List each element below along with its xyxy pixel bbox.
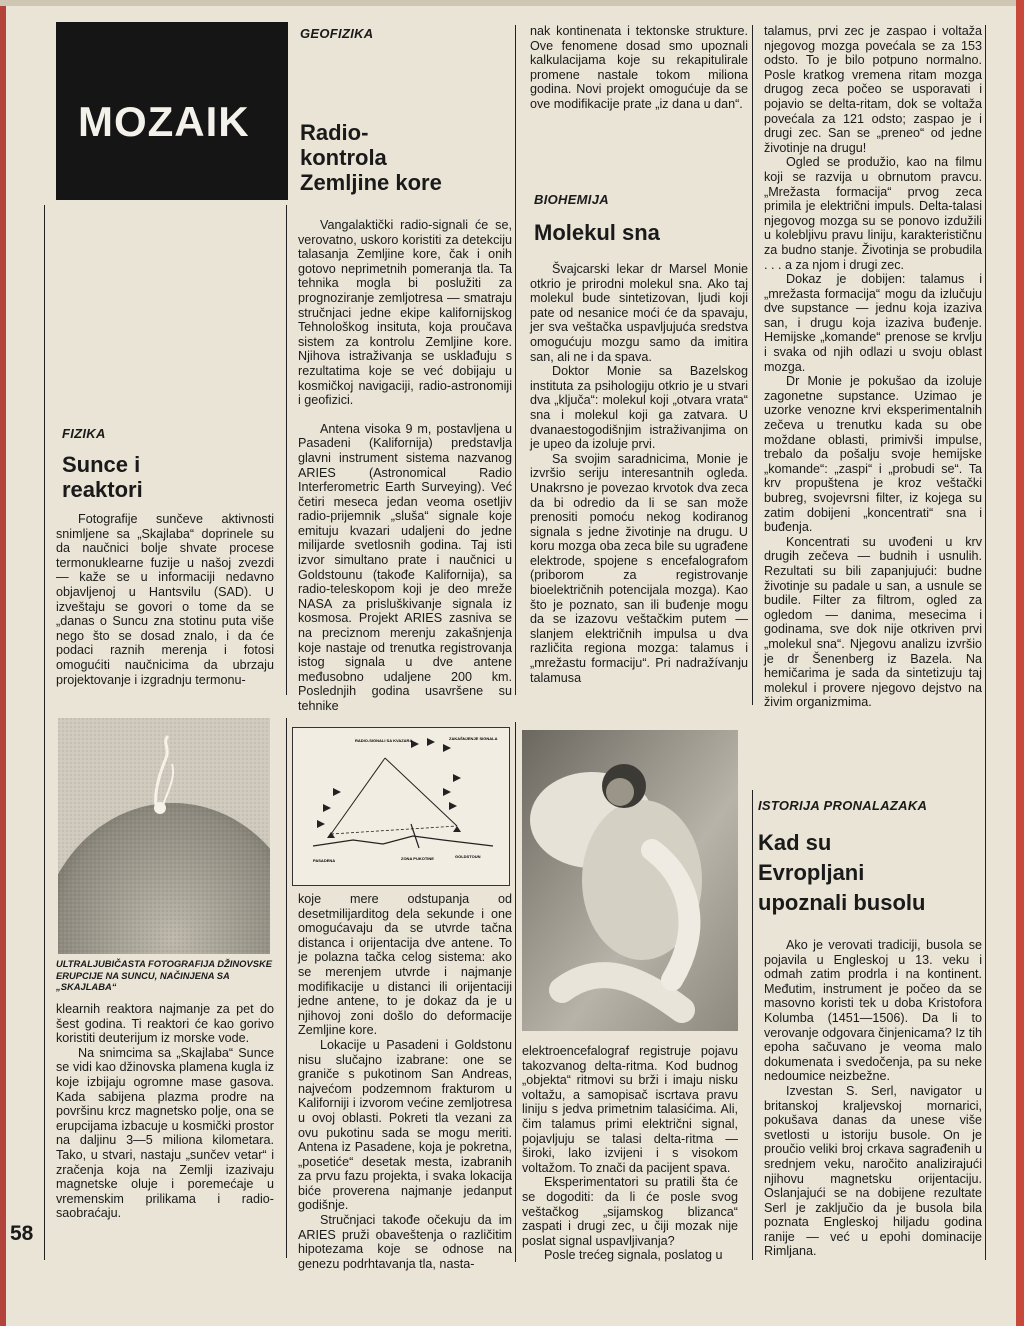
photo-caption-sun: ULTRALJUBIČASTA FOTOGRAFIJA DŽINOVSKE ERUPCIJE NA SUNCU, NAČINJENA SA „SKAJLABA“ xyxy=(56,958,272,992)
headline-line: Kad su xyxy=(758,830,832,855)
diagram-label-kvazar: RADIO-SIGNALI SA KVAZARA xyxy=(355,738,413,743)
sleeping-woman-photo xyxy=(522,730,738,1031)
headline-line: kontrola xyxy=(300,145,387,170)
paragraph: elektroencefalograf registruje pojavu takozvanog delta-ritma. Kod budnog „objekta“ ritmovi su brži i imaju nisku voltažu, a samopisač iscrtava pravu liniju s jedva primetnim talasićima. Ali, čim talamus primi električni signal, pojavljuju se talasi delta-ritma — široki, lako izvijeni i s visokom voltažom. To znači da pacijent spava. xyxy=(522,1044,738,1175)
page-number: 58 xyxy=(10,1222,34,1245)
section-label-biohemija: BIOHEMIJA xyxy=(534,192,609,207)
paragraph: Ogled se produžio, kao na filmu koji se razvija u obrnutom pravcu. „Mrežasta formacija“ prvog zeca primila je električni impuls. Delta-talasi njegovog mozga su se ponovo izdužili u kolebljivu pravu liniju, karakterističnu za budno stanje. Životinja se probudila . . . a za njom i drugi zec. xyxy=(764,155,982,272)
paragraph: Na snimcima sa „Skajlaba“ Sunce se vidi kao džinovska plamena kugla iz koje izbijaju ogromne mase gasova. Kada sabijena plazma prodre na površinu krcz magnetsko polje, ona se erupcijama izbacuje u kosmički prostor na daljinu 3—5 miliona kilometara. Tako, u stvari, nastaju „sunčev vetar“ i zračenja koja na Zemlji izazivaju magnetske oluje i poremećaje u vremenskim prilikama i radio-saobraćaju. xyxy=(56,1045,274,1221)
headline-line: Sunce i xyxy=(62,452,141,477)
paragraph: Vangalaktički radio-signali će se, verovatno, uskoro koristiti za detekciju talasanja Zemljine kore, čak i onih gotovo neprimetnih pomeranja tla. Ta tehnika mogla bi poslužiti za prognoziranje zemljotresa — smatraju stručnjaci jedne ekipe kalifornijskog Tehnološkog insituta, koja proučava sistem za kontrolu Zemljine kore. Njihova istraživanja se usklađuju s rezultatima koje se već dobijaju u kosmičkoj navigaciji, radio-astronomiji i geofizici. xyxy=(298,218,512,408)
paragraph: talamus, prvi zec je zaspao i voltaža njegovog mozga povećala se za 153 odsto. To je bilo potpuno normalno. Posle kratkog vremena ritam mozga drugog zeca počeo se usporavati i pojavio se delta-ritam, dok se voltaža povećala za 121 odsto; zaspao je i drugi zec. San se „preneo“ od jedne životinje na drugu! xyxy=(764,24,982,155)
paragraph: Antena visoka 9 m, postavljena u Pasadeni (Kalifornija) predstavlja glavni instrument sistema nazvanog ARIES (Astronomical Radio Interferometric Earth Surveying). Već četiri meseca jedan veoma osetljiv radio-prijemnik „sluša“ signale koje emituju kvazari udaljeni do jedne milijarde svetlosnih godina. Taj isti izvor simultano prate i naučnici u Goldstounu (takođe Kalifornija), sa radio-teleskopom koji je deo mreže NASA za prisluškivanje signala iz kosmosa. Projekt ARIES zasniva se na preciznom merenju zakašnjenja koje nastaje od trenutka registrovanja istog signala u dve antene međusobno udaljene 200 km. Poslednjih godina usavršene su tehnike xyxy=(298,421,512,713)
headline-line: upoznali busolu xyxy=(758,890,926,915)
paragraph: Eksperimentatori su pratili šta će se dogoditi: da li će posle svog veštačkog „sijamskog blizanca“ zaspati i drugi zec, u čiji mozak nije poslat signal uspavljivanja? xyxy=(522,1175,738,1248)
column-rule xyxy=(985,25,986,1260)
article-body-fizika-bottom xyxy=(56,1002,274,1221)
column-rule xyxy=(286,718,287,1258)
paragraph: Doktor Monie sa Bazelskog instituta za psihologiju otkrio je u stvari dva „ključa“: molekul koji „otvara vrata“ sna i molekul koji ga zatvara. U dvanaestogodišnjim istraživanjima on je upeo da izoluje prvi. xyxy=(530,364,748,452)
article-body-biohemija-right xyxy=(764,24,982,710)
diagram-label-zakasnjenje: ZAKAŠNJENJE SIGNALA xyxy=(449,736,498,741)
diagram-label-zona: ZONA PUKOTINE xyxy=(401,856,434,861)
column-rule xyxy=(515,722,516,1262)
diagram-label-pasadena: PASADENA xyxy=(313,858,336,863)
column-rule xyxy=(44,205,45,1260)
paragraph: Izvestan S. Serl, navigator u britanskoj kraljevskoj mornarici, pokušava danas da unese više svetlosti u istoriju busole. On je proučio veliki broj crkava sagrađenih u srednjem veku, naročito analizirajući njihovu magnetsku orijentaciju. Oslanjajući se na dobijene rezultate Serl je zaključio da je busola bila poznata Engleskoj hiljadu godina ranije — već u epohi dominacije Rimljana. xyxy=(764,1083,982,1259)
aries-diagram-drawing xyxy=(293,728,509,885)
headline-line: Zemljine kore xyxy=(300,170,442,195)
headline-line: Radio- xyxy=(300,120,369,145)
article-body-biohemija-top-continuation xyxy=(530,24,748,112)
paragraph: Sa svojim saradnicima, Monie je izvršio seriju interesantnih ogleda. Unakrsno je povezao krvotok dva zeca da bi odredio da li se san može prenositi pomoću nekog kodiranog signala s jedne životinje na drugu. U koru mozga oba zeca bile su ugrađene elektrode, spojene s encefalografom (priborom za registrovanje bioelektričnih potencijala mozga). Kao što je poznato, san ili buđenje mogu da se izazovu veštačkim putem — slanjem električnih impulsa u dva različita regiona mozga: talamus i „mrežastu formaciju“. Pri nadražívanju talamusa xyxy=(530,451,748,685)
article-body-fizika-top xyxy=(56,512,274,687)
paragraph: Stručnjaci takođe očekuju da im ARIES pruži obaveštenja o različitim hipotezama koje se odnose na genezu podrhtavanja tla, nasta- xyxy=(298,1213,512,1271)
headline-molekul-sna: Molekul sna xyxy=(534,220,660,245)
paragraph: nak kontinenata i tektonske strukture. Ove fenomene dosad smo upoznali kalkulacijama koje su rekapitulirale promene nastale tokom miliona godina. Novi projekt omogućuje da se ove modifikacije prate „iz dana u dan“. xyxy=(530,24,748,111)
sun-eruption-photo xyxy=(58,718,270,954)
sleeping-woman-image xyxy=(522,730,738,1031)
article-body-biohemija xyxy=(530,262,748,685)
headline-sunce-i-reaktori xyxy=(62,452,277,502)
paragraph: Švajcarski lekar dr Marsel Monie otkrio je prirodni molekul sna. Ako taj molekul bude sintetizovan, ljudi koji pate od nesanice moći će da spavaju, jer sva veštačka uspavljujuća sredstva omogućuju mozgu samo da imitira san, ali ne i da spava. xyxy=(530,262,748,364)
paragraph: koje mere odstupanja od desetmilijarditog dela sekunde i one omogućavaju da se utvrde tačna distanca i orijentacija dve antene. To je polazna tačka celog sistema: ako se merenjem utvrde i najmanje modifikacije u distanci ili orijentaciji jedne antene, to je dokaz da je u njihovoj zoni došlo do deformacije Zemljine kore. xyxy=(298,892,512,1038)
diagram-label-goldstoun: GOLDSTOUN xyxy=(455,854,481,859)
section-label-geofizika: GEOFIZIKA xyxy=(300,26,374,41)
page-edge-right xyxy=(1016,0,1024,1326)
section-label-fizika: FIZIKA xyxy=(62,426,106,441)
paragraph: Dokaz je dobijen: talamus i „mrežasta formacija“ mogu da izlučuju dve supstance — jednu koja izaziva san, i drugu koja izaziva buđenje. Hemijske „komande“ prenose se krvlju i svaka od njih odlazi u svoju oblast mozga. xyxy=(764,272,982,374)
article-body-geofizika-bottom xyxy=(298,892,512,1271)
column-rule xyxy=(752,25,753,705)
column-rule xyxy=(515,25,516,695)
page-edge-left xyxy=(0,0,6,1326)
sun-eruption-image xyxy=(58,718,270,954)
section-label-istorija: ISTORIJA PRONALAZAKA xyxy=(758,798,928,813)
mozaik-title: MOZAIK xyxy=(78,98,250,145)
paragraph: Fotografije sunčeve aktivnosti snimljene sa „Skajlaba“ doprinele su da naučnici bolje shvate procese termonuklearne fuzije u našoj zvezdi — kaže se u informaciji nedavno objavljenoj u Hantsvilu (SAD). U izveštaju se govori o tome da se „danas o Suncu zna stotinu puta više nego što se dosad znalo, i da će podaci raznih merenja i fotosi omogućiti naučnicima da ubrzaju projektovanje i izgradnju termonu- xyxy=(56,512,274,687)
aries-diagram xyxy=(292,727,510,886)
paragraph: klearnih reaktora najmanje za pet do šest godina. Ti reaktori će kao gorivo koristiti deuterijum iz morske vode. xyxy=(56,1002,274,1046)
article-body-biohemija-bottom xyxy=(522,1044,738,1263)
paragraph: Lokacije u Pasadeni i Goldstonu nisu slučajno izabrane: one se graniče s pukotinom San Andreas, najvećom podzemnom frakturom u Kaliforniji i izvorom većine zemljotresa u ovoj oblasti. Pokreti tla vezani za ovu pukotinu sada se mogu meriti. Antena iz Pasadene, koja je pokretna, „posetiće“ desetak mesta, izabranih za prvu fazu projekta, i svaka lokacija biće proverena najmanje jedanput godišnje. xyxy=(298,1037,512,1213)
paragraph: Ako je verovati tradiciji, busola se pojavila u Engleskoj u 13. veku i odmah zatim prodrla i na kontinent. Međutim, instrument je počeo da se masovno koristi tek u doba Kristofora Kolumba (1451—1506). Da li to verovanje odgovara činjenicama? Iz tih epoha sačuvano je veoma malo dokumenata i svedočenja, pa su neke nedoumice neizbežne. xyxy=(764,938,982,1084)
paragraph: Posle trećeg signala, poslatog u xyxy=(544,1248,723,1263)
paragraph: Koncentrati su uvođeni u krv drugih zečeva — budnih i usnulih. Rezultati su bili zapanjujući: budne životinje su padale u san, a usnule se budile. Filter za filtrom, ogled za ogledom — danima, mesecima i godinama, sve dok nije otkriven prvi „molekul sna“. Njegovu analizu izvršio je dr Šenenberg iz Bazela. Na hemičarima je sada da sintetizuju taj molekul i provere njegovo dejstvo na živim organizmima. xyxy=(764,534,982,710)
article-body-istorija xyxy=(764,938,982,1259)
page-edge-top xyxy=(0,0,1024,6)
headline-line: Evropljani xyxy=(758,860,865,885)
article-body-geofizika-top xyxy=(298,218,512,714)
headline-radio-kontrola xyxy=(300,120,510,195)
headline-kad-su-evropljani xyxy=(758,828,978,918)
paragraph: Dr Monie je pokušao da izoluje zagonetne supstance. Uzimao je uzorke venozne krvi eksperimentalnih zečeva u trenutku kada su obe moždane oblasti, primivši impulse, trebalo da pošalju svoje hemijske „komande“: „zaspi“ i „probudi se“. Ta krv propuštena je kroz veštački bubreg, svojevrsni filter, iz kojega su zatim dobijeni „koncentrati“ sna i buđenja. xyxy=(764,374,982,535)
headline-line: reaktori xyxy=(62,477,143,502)
column-rule xyxy=(286,205,287,695)
column-rule xyxy=(752,790,753,1260)
